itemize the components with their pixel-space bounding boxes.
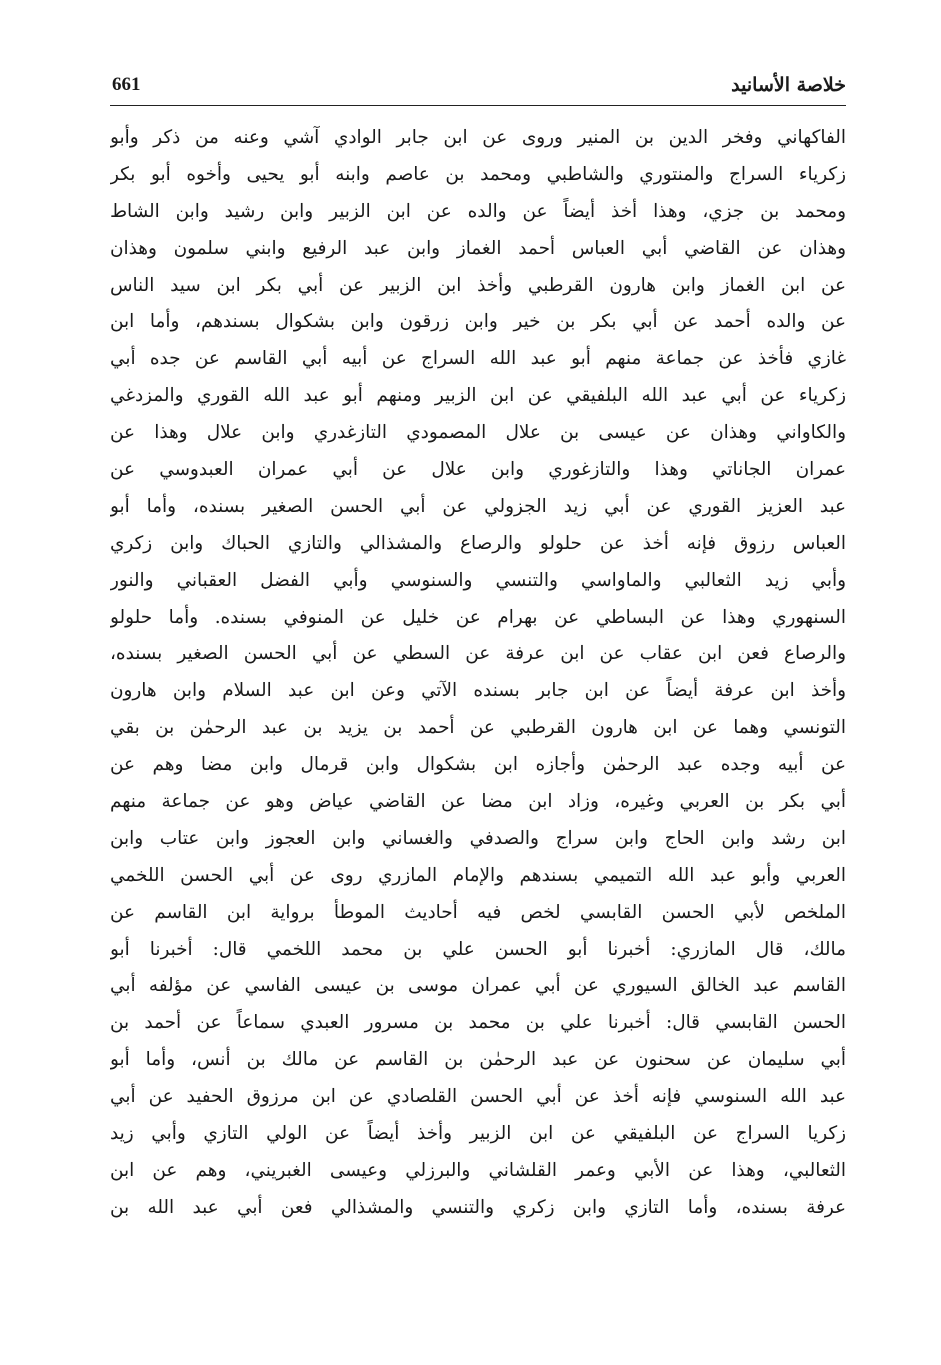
book-page	[110, 68, 846, 1353]
text-line: عبد العزيز القوري عن أبي زيد الجزولي عن أبي الحسن الصغير بسنده، وأما أبو	[110, 495, 846, 517]
text-line: ابن رشد وابن الحاج وابن سراج والصدفي والغساني وابن العجوز وابن عتاب وابن	[110, 827, 846, 849]
text-line: وهذان عن القاضي أبي العباس أحمد الغماز وابن عبد الرفيع وابني سلمون وهذان	[110, 237, 846, 259]
text-line: القاسم عبد الخالق السيوري عن أبي عمران موسى بن عيسى الفاسي عن مؤلفه أبي	[110, 975, 846, 997]
text-line: عن أبيه وجده عبد الرحمٰن وأجازه ابن بشكوال وابن قرمال وابن مضا وهم عن	[110, 754, 846, 776]
page-number: 661	[112, 74, 141, 95]
text-line: والرصاع فعن ابن عقاب عن ابن عرفة عن السطي عن أبي الحسن الصغير بسنده،	[110, 643, 846, 665]
text-line: ومحمد بن جزي، وهذا أخذ أيضاً عن والده عن ابن الزبير وابن رشيد وابن الشاط	[110, 200, 846, 222]
text-line: أبي بكر بن العربي وغيره، وزاد ابن مضا عن القاضي عياض وهو عن جماعة منهم	[110, 791, 846, 813]
text-line: وأخذ ابن عرفة أيضاً عن ابن جابر بسنده الآتي وعن ابن عبد السلام وابن هارون	[110, 680, 846, 702]
text-line: العربي وأبو عبد الله التميمي بسندهم والإمام المازري روى عن أبي الحسن اللخمي	[110, 864, 846, 886]
text-line: عن والده أحمد عن أبي بكر بن خير وابن زرقون وابن بشكوال بسندهم، وأما ابن	[110, 311, 846, 333]
text-line: عبد الله السنوسي فإنه أخذ عن أبي الحسن القلصادي عن ابن مرزوق الحفيد عن أبي	[110, 1086, 846, 1108]
text-line: الفاكهاني وفخر الدين بن المنير وروى عن ابن جابر الوادي آشي وعنه من ذكر وأبو	[110, 127, 846, 148]
text-line: الثعالبي، وهذا عن الأبي وعمر القلشاني والبرزلي وعيسى الغبريني، وهم عن ابن	[110, 1159, 846, 1181]
text-line: عرفة بسنده، وأما التازي وابن زكري والتنسي والمشذالي فعن أبي عبد الله بن	[110, 1196, 846, 1218]
text-line: أبي سليمان عن سحنون عن عبد الرحمٰن بن القاسم عن مالك بن أنس، وأما أبو	[110, 1049, 846, 1071]
running-header	[110, 68, 846, 110]
text-line: زكرياء السراج والمنتوري والشاطبي ومحمد بن عاصم وابنه أبو يحيى وأخوه أبو بكر	[110, 163, 846, 185]
header-rule	[110, 105, 846, 106]
text-line: الحسن القابسي قال: أخبرنا علي بن محمد بن مسرور العبدي سماعاً عن أحمد بن	[110, 1012, 846, 1034]
text-line: السنهوري وهذا عن البساطي عن بهرام عن خليل عن المنوفي بسنده. وأما حلولو	[110, 606, 846, 628]
text-line: زكرياء عن أبي عبد الله البلفيقي عن ابن الزبير ومنهم أبو عبد الله القوري والمزدغي	[110, 385, 846, 407]
text-line: التونسي وهما عن ابن هارون القرطبي عن أحمد بن يزيد بن عبد الرحمٰن بن بقي	[110, 717, 846, 739]
text-line: عن ابن الغماز وابن هارون القرطبي وأخذ ابن الزبير عن أبي بكر ابن سيد الناس	[110, 274, 846, 296]
text-line: عمران الجاناتي وهذا والتازغوري وابن علال عن أبي عمران العبدوسي عن	[110, 459, 846, 481]
text-line: زكريا السراج عن البلفيقي عن ابن الزبير وأخذ أيضاً عن الولي التازي وأبي زيد	[110, 1123, 846, 1145]
running-title: خلاصة الأسانيد	[731, 74, 846, 96]
text-line: والكاواني وهذان عن عيسى بن علال المصمودي التازغدري وابن علال وهذا عن	[110, 422, 846, 444]
text-line: العباس رزوق فإنه أخذ عن حلولو والرصاع والمشذالي والتازي الحباك وابن زكري	[110, 532, 846, 554]
text-line: وأبي زيد الثعالبي والماواسي والتنسي والسنوسي وأبي الفضل العقباني والنور	[110, 569, 846, 591]
text-line: الملخص لأبي الحسن القابسي لخص فيه أحاديث الموطأ برواية ابن القاسم عن	[110, 901, 846, 923]
text-line: غازي فأخذ عن جماعة منهم أبو عبد الله السراج عن أبيه أبي القاسم عن جده أبي	[110, 348, 846, 370]
text-line: مالك، قال المازري: أخبرنا أبو الحسن علي بن محمد اللخمي قال: أخبرنا أبو	[110, 938, 846, 960]
body-text	[110, 120, 846, 1227]
